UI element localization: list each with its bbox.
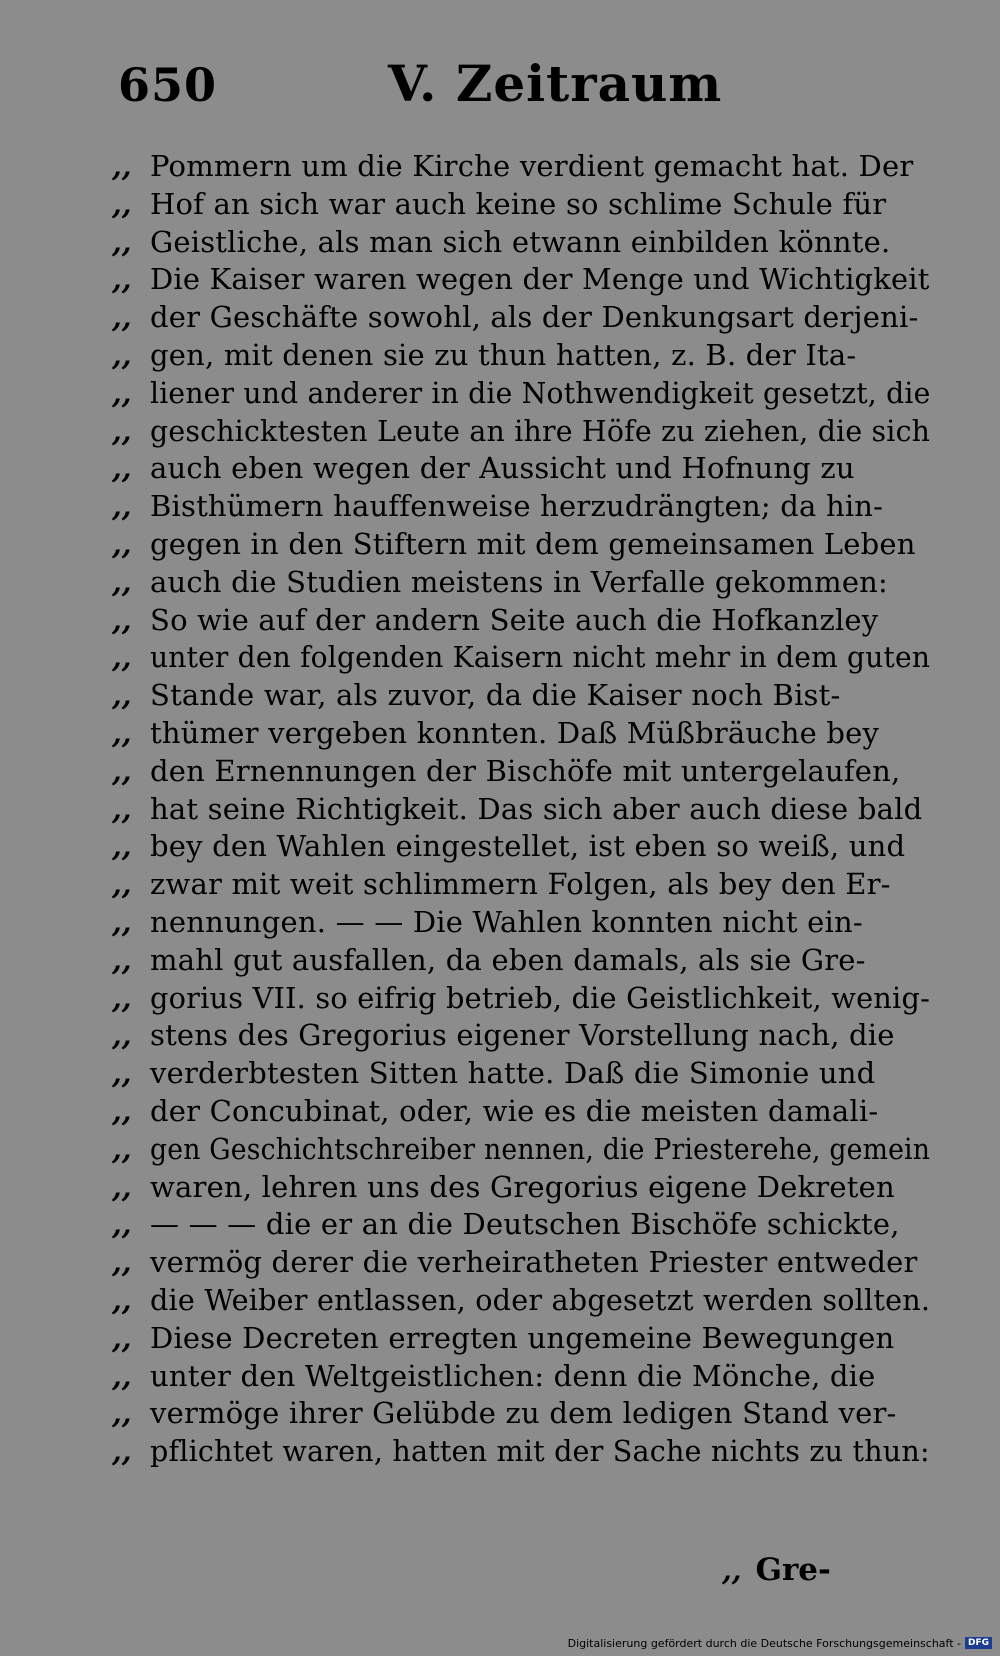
line-text: zwar mit weit schlimmern Folgen, als bey den Er- — [150, 867, 891, 902]
text-line — [112, 753, 912, 791]
page-header — [118, 50, 938, 120]
quote-mark: ,, — [112, 338, 132, 372]
line-text: Diese Decreten erregten ungemeine Bewegungen — [150, 1320, 895, 1355]
text-line — [112, 1244, 918, 1282]
text-line — [112, 1131, 931, 1169]
text-line — [112, 299, 919, 337]
line-text: gen Geschichtschreiber nennen, die Priesterehe, gemein — [150, 1131, 931, 1166]
line-text: gegen in den Stiftern mit dem gemeinsamen Leben — [150, 526, 916, 561]
text-line — [112, 828, 912, 866]
line-text: thümer vergeben konnten. Daß Müßbräuche bey — [150, 715, 880, 750]
line-text: Geistliche, als man sich etwann einbilden könnte. — [150, 224, 891, 259]
line-text: Pommern um die Kirche verdient gemacht hat. Der — [150, 149, 914, 183]
text-line — [112, 526, 916, 564]
line-text: der Concubinat, oder, wie es die meisten damali- — [150, 1093, 879, 1128]
text-line — [112, 980, 930, 1018]
quote-mark: ,, — [112, 905, 132, 939]
text-line — [112, 413, 931, 451]
text-line — [112, 450, 912, 488]
quote-mark: ,, — [112, 263, 132, 297]
quote-mark: ,, — [112, 490, 132, 524]
text-line — [112, 224, 912, 262]
line-text: unter den folgenden Kaisern nicht mehr in dem guten — [150, 640, 931, 675]
line-text: der Geschäfte sowohl, als der Denkungsart derjeni- — [150, 300, 919, 335]
text-line — [112, 1169, 912, 1207]
line-text: den Ernennungen der Bischöfe mit untergelaufen, — [150, 753, 901, 788]
line-text: hat seine Richtigkeit. Das sich aber auch diese bald — [150, 791, 923, 826]
quote-mark: ,, — [112, 376, 132, 410]
quote-mark: ,, — [112, 225, 132, 259]
text-line — [112, 942, 912, 980]
line-text: mahl gut ausfallen, da eben damals, als sie Gre- — [150, 942, 866, 977]
quote-mark: ,, — [112, 716, 132, 750]
text-line — [112, 337, 912, 375]
line-text: geschicktesten Leute an ihre Höfe zu ziehen, die sich — [150, 413, 931, 448]
text-line — [112, 1055, 912, 1093]
text-line — [112, 1395, 912, 1433]
line-text: gen, mit denen sie zu thun hatten, z. B. der Ita- — [150, 337, 857, 372]
quote-mark: ,, — [112, 1359, 132, 1393]
body-text — [112, 148, 931, 1471]
quote-mark: ,, — [112, 830, 132, 864]
quote-mark: ,, — [112, 565, 132, 599]
line-text: Die Kaiser waren wegen der Menge und Wichtigkeit — [150, 262, 930, 297]
line-text: Bisthümern hauffenweise herzudrängten; da hin- — [150, 489, 884, 524]
quote-mark: ,, — [112, 1321, 132, 1355]
text-line — [112, 677, 912, 715]
line-text: pflichtet waren, hatten mit der Sache nichts zu thun: — [150, 1434, 930, 1469]
text-line — [112, 148, 912, 186]
quote-mark: ,, — [112, 187, 132, 221]
line-text: stens des Gregorius eigener Vorstellung nach, die — [150, 1018, 895, 1053]
quote-mark: ,, — [112, 792, 132, 826]
text-line — [112, 261, 930, 299]
text-line — [112, 1358, 912, 1396]
quote-mark: ,, — [112, 1019, 132, 1053]
line-text: bey den Wahlen eingestellet, ist eben so weiß, und — [150, 829, 906, 864]
text-line — [112, 866, 912, 904]
line-text: gorius VII. so eifrig betrieb, die Geistlichkeit, wenig- — [150, 980, 930, 1015]
text-line — [112, 488, 912, 526]
quote-mark: ,, — [112, 1170, 132, 1204]
quote-mark: ,, — [722, 1554, 742, 1587]
quote-mark: ,, — [112, 1057, 132, 1091]
quote-mark: ,, — [112, 150, 132, 183]
line-text: auch die Studien meistens in Verfalle gekommen: — [150, 564, 889, 599]
text-line — [112, 564, 912, 602]
line-text: vermöge ihrer Gelübde zu dem ledigen Stand ver- — [150, 1396, 897, 1431]
text-line — [112, 375, 931, 413]
quote-mark: ,, — [112, 603, 132, 637]
quote-mark: ,, — [112, 1132, 132, 1166]
line-text: nennungen. — — Die Wahlen konnten nicht ein- — [150, 904, 863, 939]
catchword-text: Gre- — [755, 1552, 831, 1588]
quote-mark: ,, — [112, 1397, 132, 1431]
quote-mark: ,, — [112, 868, 132, 902]
quote-mark: ,, — [112, 943, 132, 977]
text-line — [112, 602, 912, 640]
text-line — [112, 791, 923, 829]
text-line — [112, 1282, 931, 1320]
line-text: vermög derer die verheiratheten Priester entweder — [150, 1245, 918, 1280]
quote-mark: ,, — [112, 527, 132, 561]
line-text: waren, lehren uns des Gregorius eigene Dekreten — [150, 1169, 895, 1204]
line-text: Hof an sich war auch keine so schlime Schule für — [150, 186, 887, 221]
catchword — [722, 1552, 831, 1588]
text-line — [112, 1320, 912, 1358]
quote-mark: ,, — [112, 981, 132, 1015]
quote-mark: ,, — [112, 301, 132, 335]
line-text: Stande war, als zuvor, da die Kaiser noch Bist- — [150, 678, 841, 713]
line-text: die Weiber entlassen, oder abgesetzt werden sollten. — [150, 1282, 931, 1317]
quote-mark: ,, — [112, 1094, 132, 1128]
text-line — [112, 639, 931, 677]
quote-mark: ,, — [112, 1435, 132, 1469]
line-text: liener und anderer in die Nothwendigkeit gesetzt, die — [150, 375, 931, 410]
line-text: So wie auf der andern Seite auch die Hofkanzley — [150, 602, 879, 637]
text-line — [112, 186, 912, 224]
quote-mark: ,, — [112, 1283, 132, 1317]
text-line — [112, 1017, 912, 1055]
line-text: unter den Weltgeistlichen: denn die Mönche, die — [150, 1358, 876, 1393]
quote-mark: ,, — [112, 641, 132, 675]
quote-mark: ,, — [112, 1246, 132, 1280]
text-line — [112, 1433, 930, 1471]
line-text: — — — die er an die Deutschen Bischöfe schickte, — [150, 1207, 900, 1242]
quote-mark: ,, — [112, 452, 132, 486]
text-line — [112, 904, 912, 942]
dfg-logo: DFG — [965, 1637, 992, 1649]
quote-mark: ,, — [112, 754, 132, 788]
quote-mark: ,, — [112, 414, 132, 448]
text-line — [112, 715, 912, 753]
text-line — [112, 1093, 912, 1131]
text-line — [112, 1206, 912, 1244]
line-text: verderbtesten Sitten hatte. Daß die Simonie und — [150, 1056, 876, 1091]
digitization-footer — [568, 1632, 992, 1654]
running-head: V. Zeitraum — [388, 54, 723, 113]
line-text: auch eben wegen der Aussicht und Hofnung zu — [150, 451, 855, 486]
quote-mark: ,, — [112, 679, 132, 713]
quote-mark: ,, — [112, 1208, 132, 1242]
footer-credit: Digitalisierung gefördert durch die Deutsche Forschungsgemeinschaft - — [567, 1636, 961, 1650]
page-number: 650 — [118, 58, 218, 112]
